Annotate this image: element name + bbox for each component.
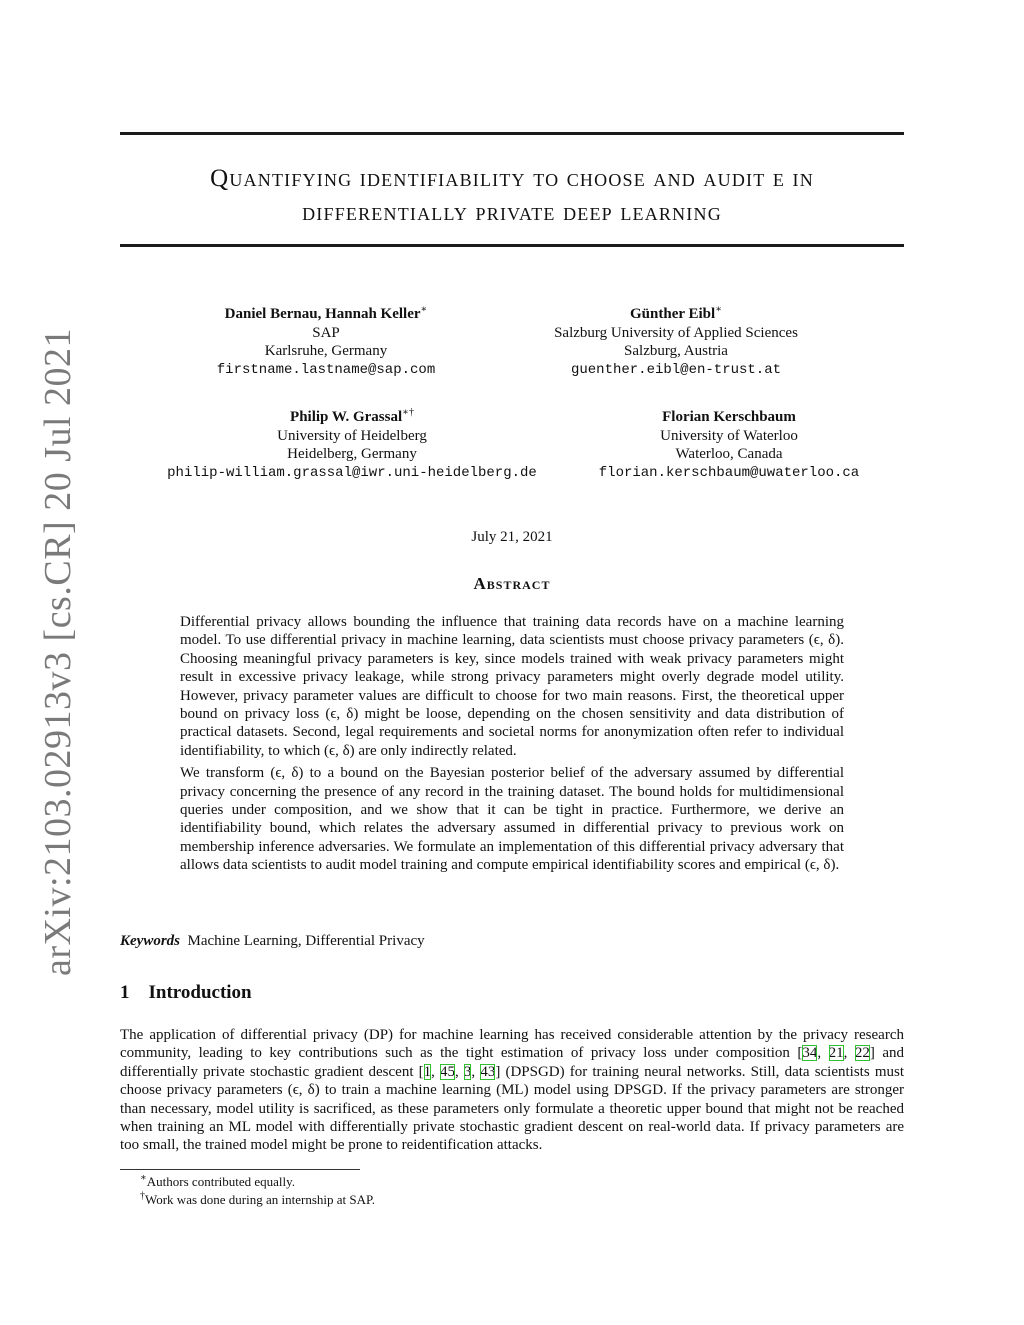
abstract-heading: Abstract [473,574,551,593]
author-location: Karlsruhe, Germany [264,343,388,359]
intro-text-1: The application of differential privacy (DP) for machine learning has received considerable attention by the privacy research community, leading to key contributions such as the tight estimation of privacy loss under composition [ [120,1027,904,1062]
author-location: Heidelberg, Germany [287,446,417,462]
footnote-text: Work was done during an internship at SAP. [145,1192,376,1207]
footnote-1 [140,1173,295,1191]
abstract-body [180,613,844,879]
author-email[interactable]: florian.kerschbaum@uwaterloo.ca [598,464,860,481]
author-affiliation: University of Heidelberg [277,427,427,444]
author-mark: ∗ [715,304,722,315]
abstract-paragraph-2: We transform (ϵ, δ) to a bound on the Bayesian posterior belief of the adversary assumed by differential privacy concerning the presence of any record in the training dataset. The bound holds for multidimensional queries under composition, and we show that it can be tight in practice. Furthermore, we derive an identifiability bound, which relates the adversary assumed in differential privacy to previous work on membership inference adversaries. We formulate an implementation of this differential privacy adversary that allows data scientists to audit model training and compute empirical identifiability scores and empirical (ϵ, δ). [180,765,844,874]
author-email[interactable]: philip-william.grassal@iwr.uni-heidelberg.de [167,464,537,481]
section-title: Introduction [148,982,252,1003]
author-affiliation: SAP [312,324,340,341]
title-line-2: differentially private deep learning [302,199,722,226]
title-top-rule [120,132,904,135]
citation-link[interactable]: 3 [463,1063,472,1080]
section-heading [120,982,252,1004]
author-mark: ∗† [402,407,414,418]
abstract-paragraph-1: Differential privacy allows bounding the influence that training data records have on a machine learning model. To use differential privacy in machine learning, data scientists must choose privacy parameters (ϵ, δ). Choosing meaningful privacy parameters is key, since models trained with weak privacy parameters might result in excessive privacy leakage, while strong privacy parameters might overly degrade model utility. However, privacy parameter values are difficult to choose for two main reasons. First, the theoretical upper bound on privacy loss (ϵ, δ) might be loose, depending on the chosen sensitivity and data distribution of practical datasets. Second, legal requirements and societal norms for anonymization often refer to individual identifiability, to which (ϵ, δ) are only indirectly related. [180,614,844,759]
citation-link[interactable]: 43 [480,1063,496,1080]
footnote-mark: † [140,1190,145,1202]
author-location: Salzburg, Austria [624,343,728,359]
footnote-text: Authors contributed equally. [146,1174,296,1189]
footnote-2 [140,1191,375,1209]
paper-date: July 21, 2021 [471,529,553,545]
author-name: Daniel Bernau, Hannah Keller [224,306,421,322]
intro-text-3: ] (DPSGD) for training neural networks. Still, data scientists must choose privacy parameters (ϵ, δ) to train a machine learning (ML) model using DPSGD. If the privacy parameters are stronger than necessary, model utility is sacrificed, as these parameters only formulate a theoretic upper bound that might not be reached when training an ML model with differentially private stochastic gradient descent on real-world data. If privacy parameters are too small, the trained model might be prone to reidentification attacks. [120,1063,904,1154]
author-name: Florian Kerschbaum [662,409,796,425]
keywords-label: Keywords [120,933,180,949]
author-location: Waterloo, Canada [675,446,783,462]
author-name: Philip W. Grassal [290,409,403,425]
author-block-1 [150,305,502,379]
keywords-text: Machine Learning, Differential Privacy [187,933,425,949]
title-line-1: Quantifying identifiability to choose and audit ϵ in [210,165,814,192]
title-bottom-rule [120,244,904,247]
citation-link[interactable]: 22 [854,1045,870,1062]
author-affiliation: Salzburg University of Applied Sciences [554,324,798,341]
citation-link[interactable]: 1 [423,1063,432,1080]
citation-link[interactable]: 21 [828,1045,844,1062]
footnote-mark: ∗ [140,1172,147,1184]
arxiv-identifier: arXiv:2103.02913v3 [cs.CR] 20 Jul 2021 [37,327,79,977]
author-email[interactable]: firstname.lastname@sap.com [216,361,436,378]
citation-link[interactable]: 34 [802,1045,818,1062]
citation-link[interactable]: 45 [440,1063,456,1080]
author-name: Günther Eibl [630,306,716,322]
footnote-rule [120,1169,360,1170]
paper-title [120,162,904,230]
intro-text-2: ] and differentially private stochastic gradient descent [ [120,1045,904,1080]
author-block-3 [140,408,564,482]
author-affiliation: University of Waterloo [660,427,798,444]
author-block-4 [570,408,888,482]
intro-paragraph: The application of differential privacy (DP) for machine learning has received considerable attention by the privacy research community, leading to key contributions such as the tight estimation of privacy loss under composition [34, 21, 22] and differentially private stochastic gradient descent [1, 45, 3, 43] (DPSGD) for training neural networks. Still, data scientists must choose privacy parameters (ϵ, δ) to train a machine learning (ML) model using DPSGD. If the privacy parameters are stronger than necessary, model utility is sacrificed, as these parameters only formulate a theoretic upper bound that might not be reached when training an ML model with differentially private stochastic gradient descent on real-world data. If privacy parameters are too small, the trained model might be prone to reidentification attacks. [120,1027,904,1154]
author-block-2 [500,305,852,379]
author-email[interactable]: guenther.eibl@en-trust.at [570,361,782,378]
author-mark: ∗ [420,304,428,315]
section-number: 1 [120,982,130,1003]
keywords-line [120,933,425,950]
